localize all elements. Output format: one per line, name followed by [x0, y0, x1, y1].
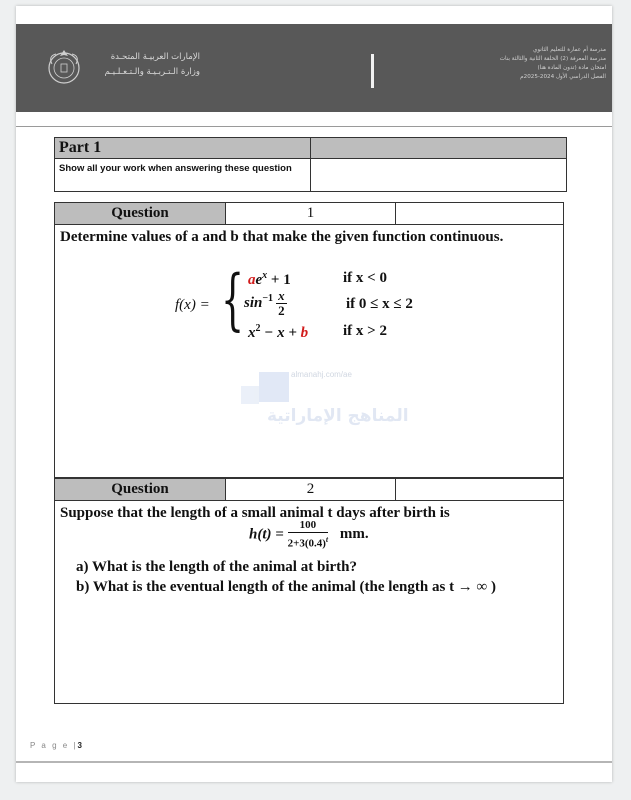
case-1-base: e: [255, 272, 263, 288]
case-3-mid: − x +: [260, 325, 301, 341]
question-1-number: 1: [226, 203, 396, 224]
page-number: 3: [77, 741, 82, 750]
formula-unit: mm.: [339, 526, 369, 543]
question-2-header: [55, 479, 563, 501]
question-2-box: [54, 478, 564, 704]
school-line-2: مدرسة المعرفة (2) الحلقة الثانية والثالثة بنات: [499, 56, 606, 62]
watermark: [241, 364, 409, 434]
question-2-number: 2: [226, 479, 396, 500]
case-3-condition: if x > 2: [343, 323, 387, 339]
formula-denominator: [288, 533, 329, 551]
case-1-tail: + 1: [267, 272, 291, 288]
footer-rule: [16, 761, 612, 763]
case-1-expression: [248, 270, 291, 289]
question-2-part-a: a) What is the length of the animal at birth?: [76, 559, 357, 575]
watermark-small-square-icon: [241, 386, 259, 404]
question-1-box: [54, 202, 564, 478]
ministry-line-2: وزارة الـتـربـيـة والـتـعـلـيـم: [104, 67, 200, 77]
exam-header: [16, 24, 612, 112]
constant-a: a: [248, 272, 256, 288]
case-2-fraction: [276, 289, 287, 318]
case-2-expression: [244, 289, 287, 318]
question-2-text: Suppose that the length of a small animal t days after birth is: [60, 505, 450, 521]
part-instruction-blank: [311, 159, 567, 192]
question-1-text: Determine values of a and b that make the given function continuous.: [60, 229, 504, 245]
part-header-blank: [311, 138, 567, 159]
question-2-parts: [55, 557, 496, 597]
footer-label: P a g e |: [30, 741, 78, 750]
case-3-expression: [248, 323, 308, 342]
formula-fraction: [288, 519, 329, 551]
watermark-square-icon: [259, 372, 289, 402]
school-line-4: الفصل الدراسي الأول 2024-2025م: [520, 74, 606, 80]
document-page: [16, 6, 612, 782]
case-1-condition: if x < 0: [343, 270, 387, 286]
formula-denominator-base: 2+3(0.4): [287, 537, 326, 550]
part-table: [54, 137, 567, 192]
case-3-exponent: 2: [255, 323, 261, 334]
page-footer: [30, 741, 82, 750]
question-1-label: Question: [55, 203, 226, 224]
question-2-part-b: b) What is the eventual length of the animal (the length as t → ∞ ): [76, 579, 496, 595]
watermark-arabic: المناهج الإماراتية: [267, 406, 409, 426]
school-line-3: امتحان مادة (تدون المادة هنا): [537, 65, 606, 71]
school-info: [456, 46, 606, 82]
constant-b: b: [300, 325, 309, 341]
question-1-header: [55, 203, 563, 225]
watermark-url: almanahj.com/ae: [291, 370, 352, 379]
case-2-condition: if 0 ≤ x ≤ 2: [346, 296, 413, 312]
case-1-exponent: x: [262, 270, 268, 281]
question-1-header-blank: [396, 203, 563, 224]
formula-lhs: h(t) =: [249, 526, 284, 543]
part-title: Part 1: [55, 138, 311, 159]
growth-formula: [249, 519, 369, 551]
formula-numerator: 100: [288, 519, 329, 533]
question-2-header-blank: [396, 479, 563, 500]
formula-denominator-exponent: t: [325, 535, 329, 544]
piecewise-brace: {: [221, 261, 245, 338]
case-2-numerator: x: [278, 288, 285, 303]
function-name: f(x) =: [175, 297, 210, 313]
case-3-base: x: [248, 325, 256, 341]
case-2-func: sin: [244, 294, 263, 311]
part-instruction: Show all your work when answering these question: [55, 159, 311, 192]
question-2-label: Question: [55, 479, 226, 500]
case-2-denominator: 2: [278, 303, 285, 318]
uae-emblem-icon: [44, 46, 84, 86]
header-divider: [371, 54, 374, 88]
case-2-exponent: −1: [262, 292, 274, 304]
header-rule: [16, 126, 612, 127]
ministry-line-1: الإمارات العربيـة المتحـدة: [110, 52, 200, 62]
ministry-name: [90, 50, 200, 80]
school-line-1: مدرسة أم عمارة للتعليم الثانوي: [532, 47, 606, 53]
